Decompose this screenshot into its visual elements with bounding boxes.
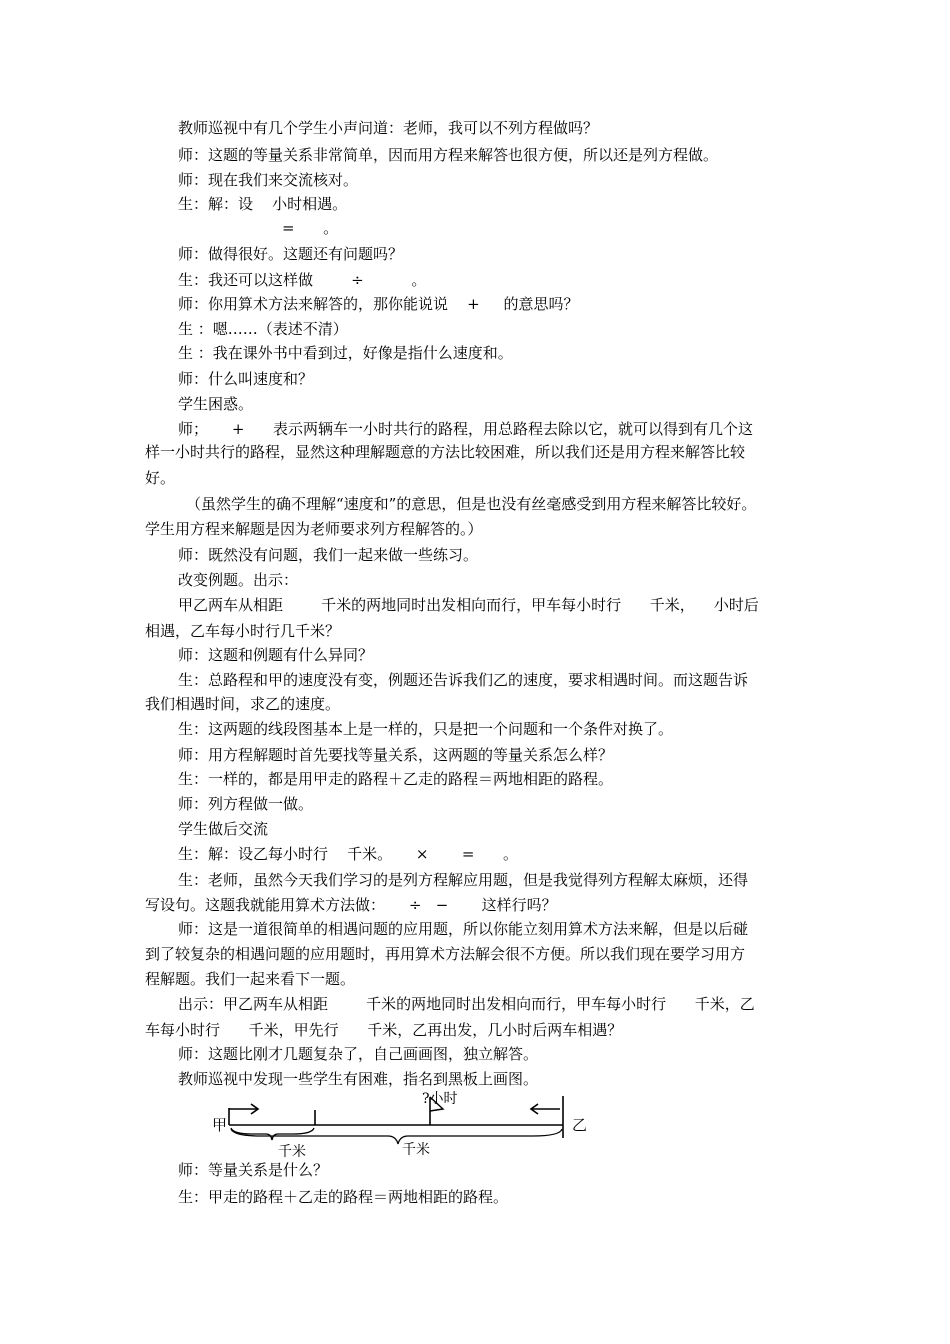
text-line-content: 车每小时行 千米，甲先行 千米，乙再出发，几小时后两车相遇？ [145,1021,623,1039]
text-line-content: 师：这题的等量关系非常简单，因而用方程来解答也很方便，所以还是列方程做。 [178,146,719,164]
text-line-content: 师：用方程解题时首先要找等量关系，这两题的等量关系怎么样？ [178,746,614,764]
text-line-content: 师：列方程做一做。 [178,795,314,813]
text-line-content: 改变例题。出示： [178,571,299,589]
diagram-label-km-short: 千米 [278,1144,306,1160]
text-line-content: = 。 [282,219,339,237]
diagram-brace-total [231,1129,562,1144]
text-line-content: 生 ：我在课外书中看到过，好像是指什么速度和。 [178,344,513,362]
text-line-content: 相遇，乙车每小时行几千米？ [145,622,341,640]
text-line-content: 生 ：嗯……（表述不清） [178,320,348,338]
text-line-content: 师：既然没有问题，我们一起来做一些练习。 [178,546,479,564]
text-line-content: 生：甲走的路程＋乙走的路程＝两地相距的路程。 [178,1188,509,1206]
text-line-content: 师：这是一道很简单的相遇问题的应用题，所以你能立刻用算术方法来解，但是以后碰 [178,920,749,938]
text-line-content: 到了较复杂的相遇问题的应用题时，再用算术方法解会很不方便。所以我们现在要学习用方 [145,945,746,963]
text-line-content: 我们相遇时间，求乙的速度。 [145,695,341,713]
text-line-content: 样一小时共行的路程，显然这种理解题意的方法比较困难，所以我们还是用方程来解答比较 [145,443,746,461]
text-line-content: 师：什么叫速度和？ [178,370,314,388]
text-line-content: 生：我还可以这样做 ÷ 。 [178,271,427,289]
text-line-content: 师：这题和例题有什么异同？ [178,646,374,664]
text-line-content: 好。 [145,469,176,487]
text-line-content: 生：这两题的线段图基本上是一样的，只是把一个问题和一个条件对换了。 [178,720,674,738]
diagram-brace-short [231,1128,314,1140]
text-line-content: 师：你用算术方法来解答的，那你能说说 + 的意思吗？ [178,295,579,313]
text-line-content: 学生做后交流 [178,820,269,838]
text-line-content: 生：一样的，都是用甲走的路程＋乙走的路程＝两地相距的路程。 [178,770,614,788]
text-line-content: 生：老师，虽然今天我们学习的是列方程解应用题，但是我觉得列方程解太麻烦，还得 [178,871,749,889]
text-line-content: 教师巡视中有几个学生小声问道：老师，我可以不列方程做吗？ [178,119,599,137]
diagram-label-yi: 乙 [572,1116,588,1134]
text-line-content: 师：等量关系是什么？ [178,1161,329,1179]
text-line-content: 师：做得很好。这题还有问题吗？ [178,245,404,263]
text-line-content: 师：这题比刚才几题复杂了，自己画画图，独立解答。 [178,1045,539,1063]
text-line-content: 出示：甲乙两车从相距 千米的两地同时出发相向而行，甲车每小时行 千米，乙 [178,995,755,1013]
text-line-content: （虽然学生的确不理解“速度和”的意思，但是也没有丝毫感受到用方程来解答比较好。 [186,495,757,513]
text-line-content: 师：现在我们来交流核对。 [178,171,359,189]
text-line-content: 写设句。这题我就能用算术方法做： ÷ − 这样行吗？ [145,896,557,914]
text-line-content: 生：解：设 小时相遇。 [178,195,348,213]
text-line-content: 师； + 表示两辆车一小时共行的路程，用总路程去除以它，就可以得到有几个这 [178,420,754,438]
text-line-content: 学生用方程来解题是因为老师要求列方程解答的。） [145,520,483,538]
text-line-content: 学生困惑。 [178,395,254,413]
text-line-content: 甲乙两车从相距 千米的两地同时出发相向而行，甲车每小时行 千米， 小时后 [178,596,759,614]
text-line-content: 生：解：设乙每小时行 千米。 × = 。 [178,845,519,863]
text-line-content: 生：总路程和甲的速度没有变，例题还告诉我们乙的速度，要求相遇时间。而这题告诉 [178,671,749,689]
text-line-content: 程解题。我们一起来看下一题。 [145,970,356,988]
diagram-label-jia: 甲 [212,1116,228,1134]
diagram-label-km-total: 千米 [402,1142,430,1158]
diagram-label-hours: ?小时 [422,1091,458,1107]
text-line-content: 教师巡视中发现一些学生有困难，指名到黑板上画图。 [178,1070,539,1088]
